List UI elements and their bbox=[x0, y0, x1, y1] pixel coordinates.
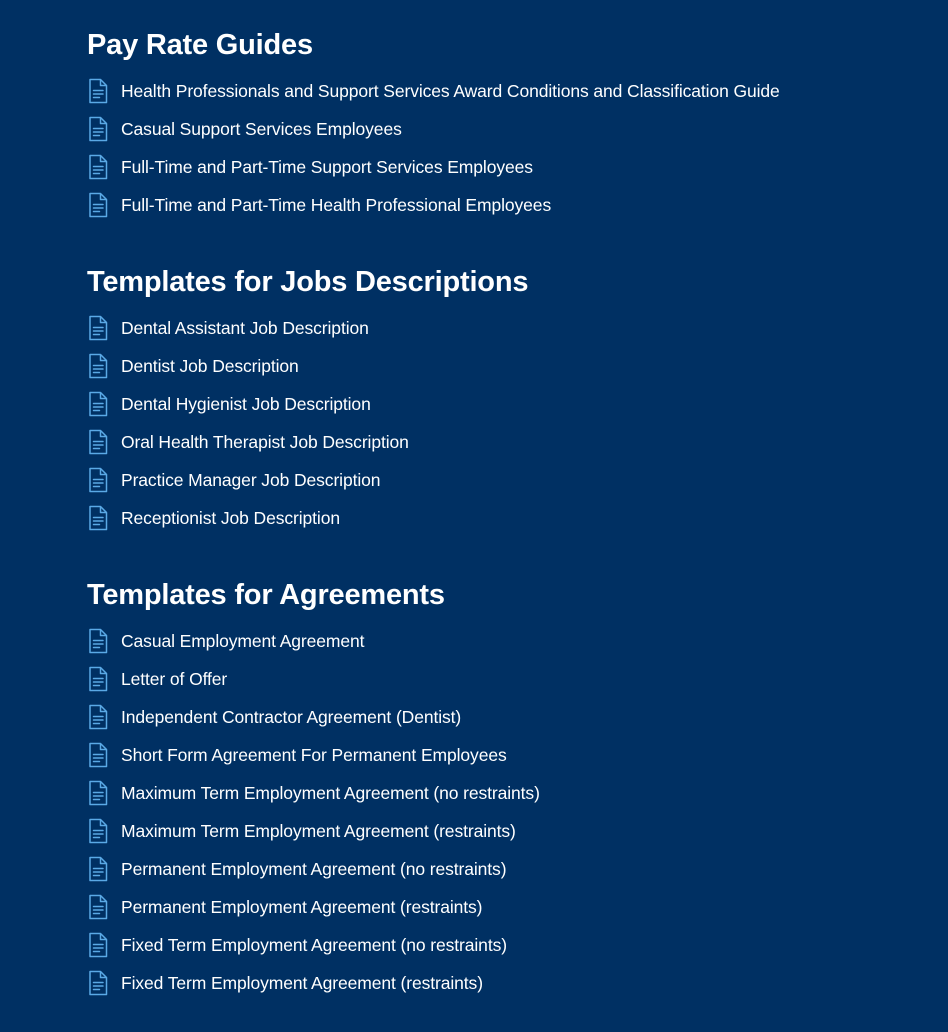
section-title-agreements: Templates for Agreements bbox=[87, 579, 445, 611]
document-icon bbox=[87, 704, 109, 730]
document-link[interactable]: Oral Health Therapist Job Description bbox=[121, 432, 409, 452]
list-item[interactable] bbox=[87, 309, 409, 347]
list-item[interactable] bbox=[87, 850, 540, 888]
section-title-pay-rate-guides: Pay Rate Guides bbox=[87, 29, 313, 61]
document-link[interactable]: Permanent Employment Agreement (no restraints) bbox=[121, 859, 507, 879]
document-icon bbox=[87, 315, 109, 341]
list-item[interactable] bbox=[87, 774, 540, 812]
section-title-job-descriptions: Templates for Jobs Descriptions bbox=[87, 266, 529, 298]
document-link[interactable]: Health Professionals and Support Services Award Conditions and Classification Guide bbox=[121, 81, 780, 101]
document-link[interactable]: Fixed Term Employment Agreement (restraints) bbox=[121, 973, 483, 993]
list-item[interactable] bbox=[87, 660, 540, 698]
document-link[interactable]: Receptionist Job Description bbox=[121, 508, 340, 528]
document-icon bbox=[87, 429, 109, 455]
document-icon bbox=[87, 353, 109, 379]
document-link[interactable]: Independent Contractor Agreement (Dentist) bbox=[121, 707, 462, 727]
document-link[interactable]: Dental Hygienist Job Description bbox=[121, 394, 371, 414]
document-link[interactable]: Full-Time and Part-Time Health Professional Employees bbox=[121, 195, 552, 215]
document-icon bbox=[87, 932, 109, 958]
document-link[interactable]: Short Form Agreement For Permanent Employees bbox=[121, 745, 507, 765]
list-item[interactable] bbox=[87, 72, 780, 110]
document-icon bbox=[87, 780, 109, 806]
list-item[interactable] bbox=[87, 347, 409, 385]
document-link[interactable]: Permanent Employment Agreement (restraints) bbox=[121, 897, 483, 917]
document-icon bbox=[87, 192, 109, 218]
agreements-list bbox=[87, 622, 540, 1002]
document-icon bbox=[87, 78, 109, 104]
document-icon bbox=[87, 154, 109, 180]
list-item[interactable] bbox=[87, 423, 409, 461]
list-item[interactable] bbox=[87, 385, 409, 423]
document-icon bbox=[87, 818, 109, 844]
job-descriptions-list bbox=[87, 309, 409, 537]
document-link[interactable]: Full-Time and Part-Time Support Services Employees bbox=[121, 157, 533, 177]
list-item[interactable] bbox=[87, 499, 409, 537]
document-link[interactable]: Letter of Offer bbox=[121, 669, 228, 689]
document-icon bbox=[87, 505, 109, 531]
list-item[interactable] bbox=[87, 964, 540, 1002]
list-item[interactable] bbox=[87, 622, 540, 660]
document-link[interactable]: Maximum Term Employment Agreement (restraints) bbox=[121, 821, 516, 841]
document-link[interactable]: Casual Support Services Employees bbox=[121, 119, 402, 139]
document-link[interactable]: Maximum Term Employment Agreement (no restraints) bbox=[121, 783, 540, 803]
document-icon bbox=[87, 970, 109, 996]
list-item[interactable] bbox=[87, 148, 780, 186]
list-item[interactable] bbox=[87, 110, 780, 148]
list-item[interactable] bbox=[87, 736, 540, 774]
list-item[interactable] bbox=[87, 461, 409, 499]
document-icon bbox=[87, 391, 109, 417]
document-icon bbox=[87, 894, 109, 920]
document-icon bbox=[87, 742, 109, 768]
document-icon bbox=[87, 856, 109, 882]
document-icon bbox=[87, 116, 109, 142]
list-item[interactable] bbox=[87, 698, 540, 736]
list-item[interactable] bbox=[87, 926, 540, 964]
document-link[interactable]: Dentist Job Description bbox=[121, 356, 299, 376]
document-link[interactable]: Fixed Term Employment Agreement (no restraints) bbox=[121, 935, 507, 955]
document-icon bbox=[87, 628, 109, 654]
list-item[interactable] bbox=[87, 888, 540, 926]
document-link[interactable]: Practice Manager Job Description bbox=[121, 470, 381, 490]
document-link[interactable]: Dental Assistant Job Description bbox=[121, 318, 369, 338]
document-link[interactable]: Casual Employment Agreement bbox=[121, 631, 365, 651]
pay-rate-guides-list bbox=[87, 72, 780, 224]
document-icon bbox=[87, 666, 109, 692]
list-item[interactable] bbox=[87, 186, 780, 224]
list-item[interactable] bbox=[87, 812, 540, 850]
document-icon bbox=[87, 467, 109, 493]
